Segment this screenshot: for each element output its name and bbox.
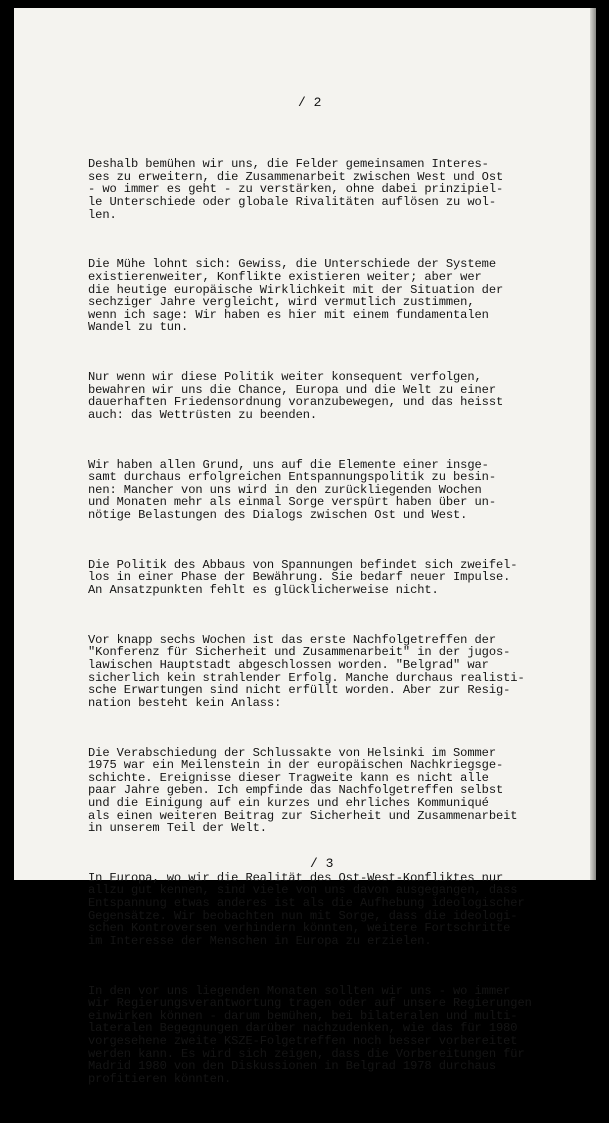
paragraph-7: Die Verabschiedung der Schlussakte von Helsinki im Sommer 1975 war ein Meilenstein in der europäischen Nachkriegsge- schichte. Ereignisse dieser Tragweite kann es nicht alle paar Jahre geben. Ich empfinde das Nachfolgetreffen selbst und die Einigung auf ein kurzes und ehrliches Kommuniqué als einen weiteren Beitrag zur Sicherheit und Zusammenarbeit in unserem Teil der Welt. — [88, 745, 518, 836]
paragraph-3: Nur wenn wir diese Politik weiter konsequent verfolgen, bewahren wir uns die Chance, Europa und die Welt zu einer dauerhaften Friedensordnung voranzubewegen, und das heisst auch: das Wettrüsten zu beenden. — [88, 370, 504, 422]
paragraph-4: Wir haben allen Grund, uns auf die Elemente einer insge- samt durchaus erfolgreichen Entspannungspolitik zu besin- nen: Mancher von uns wird in den zurückliegenden Wochen und Monaten mehr als einmal Sorge verspürt haben über un- nötige Belastungen des Dialogs zwischen Ost und West. — [88, 457, 496, 523]
page-number: / 2 — [298, 95, 322, 110]
body-text — [88, 133, 598, 1123]
paragraph-2: Die Mühe lohnt sich: Gewiss, die Unterschiede der Systeme existierenweiter, Konflikte existieren weiter; aber wer die heutige europäische Wirklichkeit mit der Situation der sechziger Jahre vergleicht, wird vermutlich zustimmen, wenn ich sage: Wir haben es hier mit einem fundamentalen Wandel zu tun. — [88, 257, 504, 335]
document-page — [14, 8, 596, 1086]
paragraph-9: In den vor uns liegenden Monaten sollten wir uns - wo immer wir Regierungsverantwortung tragen oder auf unsere Regierungen einwirken können - darum bemühen, bei bilateralen und multi- lateralen Begegnungen darüber nachzudenken, wie das für 1980 vorgesehene zweite KSZE-Folgetreffen noch besser vorbereitet werden kann. Es wird sich zeigen, dass die Vorbereitungen für Madrid 1980 von den Diskussionen in Belgrad 1978 durchaus profitieren könnten. — [88, 983, 532, 1086]
paragraph-5: Die Politik des Abbaus von Spannungen befindet sich zweifel- los in einer Phase der Bewährung. Sie bedarf neuer Impulse. An Ansatzpunkten fehlt es glücklicherweise nicht. — [88, 557, 518, 597]
paragraph-1: Deshalb bemühen wir uns, die Felder gemeinsamen Interes- ses zu erweitern, die Zusammenarbeit zwischen West und Ost - wo immer es geht - zu verstärken, ohne dabei prinzipiel- le Unterschiede oder globale Rivalitäten auflösen zu wol- len. — [88, 157, 504, 222]
paragraph-6: Vor knapp sechs Wochen ist das erste Nachfolgetreffen der "Konferenz für Sicherheit und Zusammenarbeit" in der jugos- lawischen Hauptstadt abgeschlossen worden. "Belgrad" war sicherlich kein strahlender Erfolg. Manche durchaus realisti- sche Erwartungen sind nicht erfüllt worden. Aber zur Resig- nation besteht kein Anlass: — [88, 632, 525, 710]
paragraph-8: In Europa, wo wir die Realität des Ost-West-Konfliktes nur allzu gut kennen, sind viele von uns davon ausgegangen, dass Entspannung etwas anderes ist als die Aufhebung ideologischer Gegensätze. Wir beobachten nun mit Sorge, dass die ideologi- schen Kontroversen verhindern könnten, weitere Fortschritte im Interesse der Menschen in Europa zu erzielen. — [88, 870, 525, 948]
next-page-marker: / 3 — [310, 856, 334, 871]
